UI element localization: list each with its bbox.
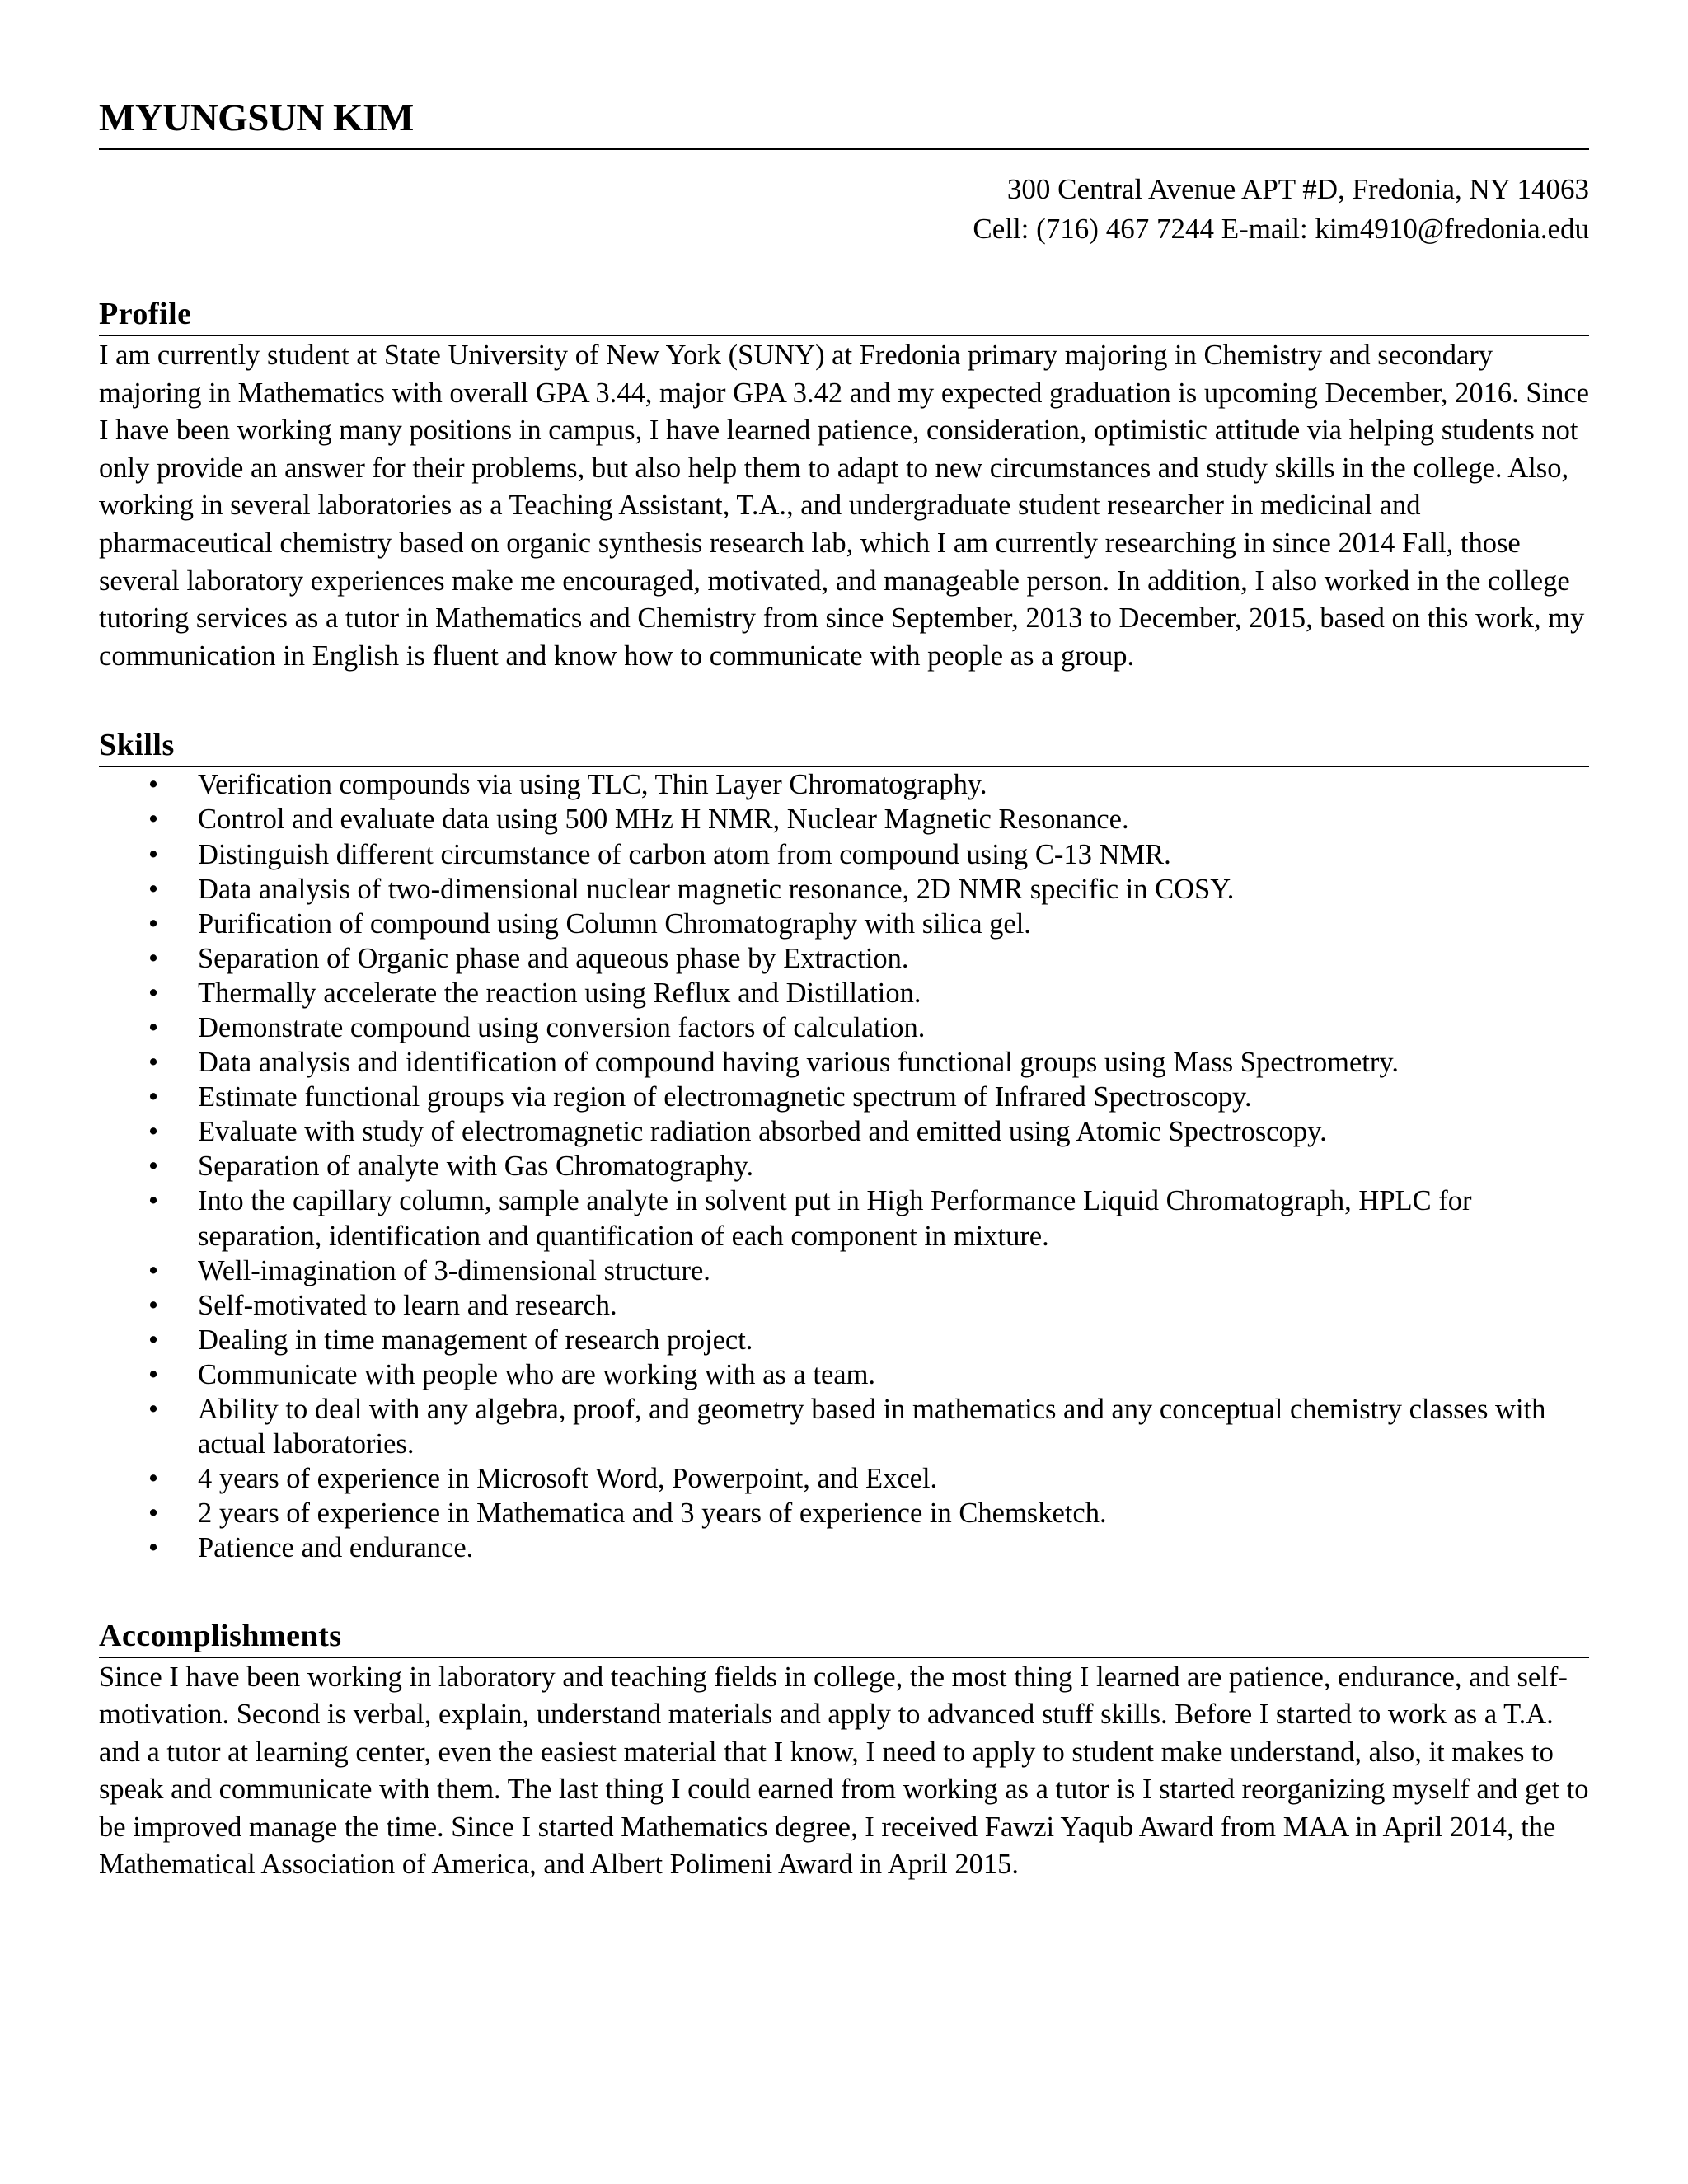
bullet-icon: •	[148, 1081, 159, 1113]
skill-text: Data analysis of two-dimensional nuclear magnetic resonance, 2D NMR specific in COSY.	[198, 873, 1235, 905]
skill-text: Control and evaluate data using 500 MHz H NMR, Nuclear Magnetic Resonance.	[198, 804, 1129, 836]
skill-item	[99, 1530, 1589, 1565]
skill-text: Communicate with people who are working with as a team.	[198, 1358, 876, 1390]
skill-text: Estimate functional groups via region of electromagnetic spectrum of Infrared Spectroscopy.	[198, 1081, 1252, 1113]
skills-list	[99, 767, 1589, 1565]
skill-item	[99, 1357, 1589, 1392]
skill-item	[99, 872, 1589, 907]
skill-text: Into the capillary column, sample analyte in solvent put in High Performance Liquid Chromatograph, HPLC for separation, identification and quantification of each component in mixture.	[198, 1185, 1472, 1252]
skill-text: Evaluate with study of electromagnetic radiation absorbed and emitted using Atomic Spectroscopy.	[198, 1116, 1327, 1148]
skill-text: 2 years of experience in Mathematica and 3 years of experience in Chemsketch.	[198, 1497, 1107, 1530]
skill-text: Patience and endurance.	[198, 1532, 474, 1564]
accomplishments-heading	[99, 1615, 1589, 1658]
skill-item	[99, 837, 1589, 872]
bullet-icon: •	[148, 1151, 159, 1183]
skill-item	[99, 802, 1589, 837]
bullet-icon: •	[148, 873, 159, 905]
skill-item	[99, 1392, 1589, 1461]
skill-item	[99, 941, 1589, 976]
skills-section	[99, 724, 1589, 1565]
skill-item	[99, 1254, 1589, 1288]
skill-item	[99, 1149, 1589, 1183]
skill-text: Demonstrate compound using conversion factors of calculation.	[198, 1012, 926, 1043]
skill-text: Self-motivated to learn and research.	[198, 1289, 617, 1321]
skill-text: Ability to deal with any algebra, proof, and geometry based in mathematics and any conceptual chemistry classes with actual laboratories.	[198, 1394, 1546, 1460]
skill-text: Verification compounds via using TLC, Thin Layer Chromatography.	[198, 769, 987, 801]
bullet-icon: •	[148, 804, 159, 836]
bullet-icon: •	[148, 1116, 159, 1148]
skill-text: Distinguish different circumstance of carbon atom from compound using C-13 NMR.	[198, 838, 1171, 870]
address-line: 300 Central Avenue APT #D, Fredonia, NY 14063	[1006, 173, 1589, 205]
profile-text: I am currently student at State University of New York (SUNY) at Fredonia primary majoring in Chemistry and secondary majoring in Mathematics with overall GPA 3.44, major GPA 3.42 and my expected graduation is upcoming December, 2016. Since I have been working many positions in campus, I have learned patience, consideration, optimistic attitude via helping students not only provide an answer for their problems, but also help them to adapt to new circumstances and study skills in the college. Also, working in several laboratories as a Teaching Assistant, T.A., and undergraduate student researcher in medicinal and pharmaceutical chemistry based on organic synthesis research lab, which I am currently researching in since 2014 Fall, those several laboratory experiences make me encouraged, motivated, and manageable person. In addition, I also worked in the college tutoring services as a tutor in Mathematics and Chemistry from since September, 2013 to December, 2015, based on this work, my communication in English is fluent and know how to communicate with people as a group.	[99, 340, 1589, 672]
skill-text: Data analysis and identification of compound having various functional groups using Mass Spectrometry.	[198, 1047, 1400, 1079]
skill-text: Purification of compound using Column Chromatography with silica gel.	[198, 907, 1031, 940]
profile-heading	[99, 293, 1589, 336]
skill-item	[99, 1496, 1589, 1530]
phone-email-line: Cell: (716) 467 7244 E-mail: kim4910@fredonia.edu	[973, 213, 1589, 245]
bullet-icon: •	[148, 1532, 159, 1564]
bullet-icon: •	[148, 907, 159, 940]
skills-title: Skills	[99, 728, 175, 763]
skill-item	[99, 1461, 1589, 1496]
bullet-icon: •	[148, 1358, 159, 1390]
profile-title: Profile	[99, 297, 192, 331]
bullet-icon: •	[148, 1324, 159, 1356]
candidate-name: MYUNGSUN KIM	[99, 96, 414, 139]
skill-item	[99, 976, 1589, 1010]
bullet-icon: •	[148, 977, 159, 1009]
skill-item	[99, 1080, 1589, 1114]
bullet-icon: •	[148, 1497, 159, 1530]
header	[99, 95, 1589, 150]
skill-item	[99, 1183, 1589, 1253]
bullet-icon: •	[148, 1047, 159, 1079]
skill-item	[99, 1323, 1589, 1357]
contact-block	[99, 170, 1589, 249]
bullet-icon: •	[148, 1289, 159, 1321]
skill-text: Separation of analyte with Gas Chromatography.	[198, 1151, 754, 1183]
accomplishments-title: Accomplishments	[99, 1618, 342, 1653]
bullet-icon: •	[148, 1254, 159, 1286]
skill-item	[99, 767, 1589, 802]
bullet-icon: •	[148, 1394, 159, 1426]
accomplishments-text: Since I have been working in laboratory and teaching fields in college, the most thing I learned are patience, endurance, and self-motivation. Second is verbal, explain, understand materials and apply to advanced stuff skills. Before I started to work as a T.A. and a tutor at learning center, even the easiest material that I know, I need to apply to student make understand, also, it makes to speak and communicate with them. The last thing I could earned from working as a tutor is I started reorganizing myself and get to be improved manage the time. Since I started Mathematics degree, I received Fawzi Yaqub Award from MAA in April 2014, the Mathematical Association of America, and Albert Polimeni Award in April 2015.	[99, 1661, 1589, 1881]
skill-text: Well-imagination of 3-dimensional structure.	[198, 1254, 710, 1286]
skill-item	[99, 1114, 1589, 1149]
skills-heading	[99, 724, 1589, 767]
skill-text: 4 years of experience in Microsoft Word, Powerpoint, and Excel.	[198, 1463, 938, 1495]
skill-text: Thermally accelerate the reaction using Reflux and Distillation.	[198, 977, 921, 1009]
skill-item	[99, 907, 1589, 941]
bullet-icon: •	[148, 1185, 159, 1217]
bullet-icon: •	[148, 769, 159, 801]
accomplishments-section	[99, 1615, 1589, 1885]
bullet-icon: •	[148, 1012, 159, 1043]
skill-item	[99, 1288, 1589, 1323]
bullet-icon: •	[148, 838, 159, 870]
resume-page	[99, 95, 1589, 1884]
bullet-icon: •	[148, 1463, 159, 1495]
bullet-icon: •	[148, 942, 159, 974]
skill-text: Dealing in time management of research project.	[198, 1324, 753, 1356]
profile-section	[99, 293, 1589, 675]
skill-text: Separation of Organic phase and aqueous phase by Extraction.	[198, 942, 909, 974]
skill-item	[99, 1045, 1589, 1080]
skill-item	[99, 1010, 1589, 1045]
